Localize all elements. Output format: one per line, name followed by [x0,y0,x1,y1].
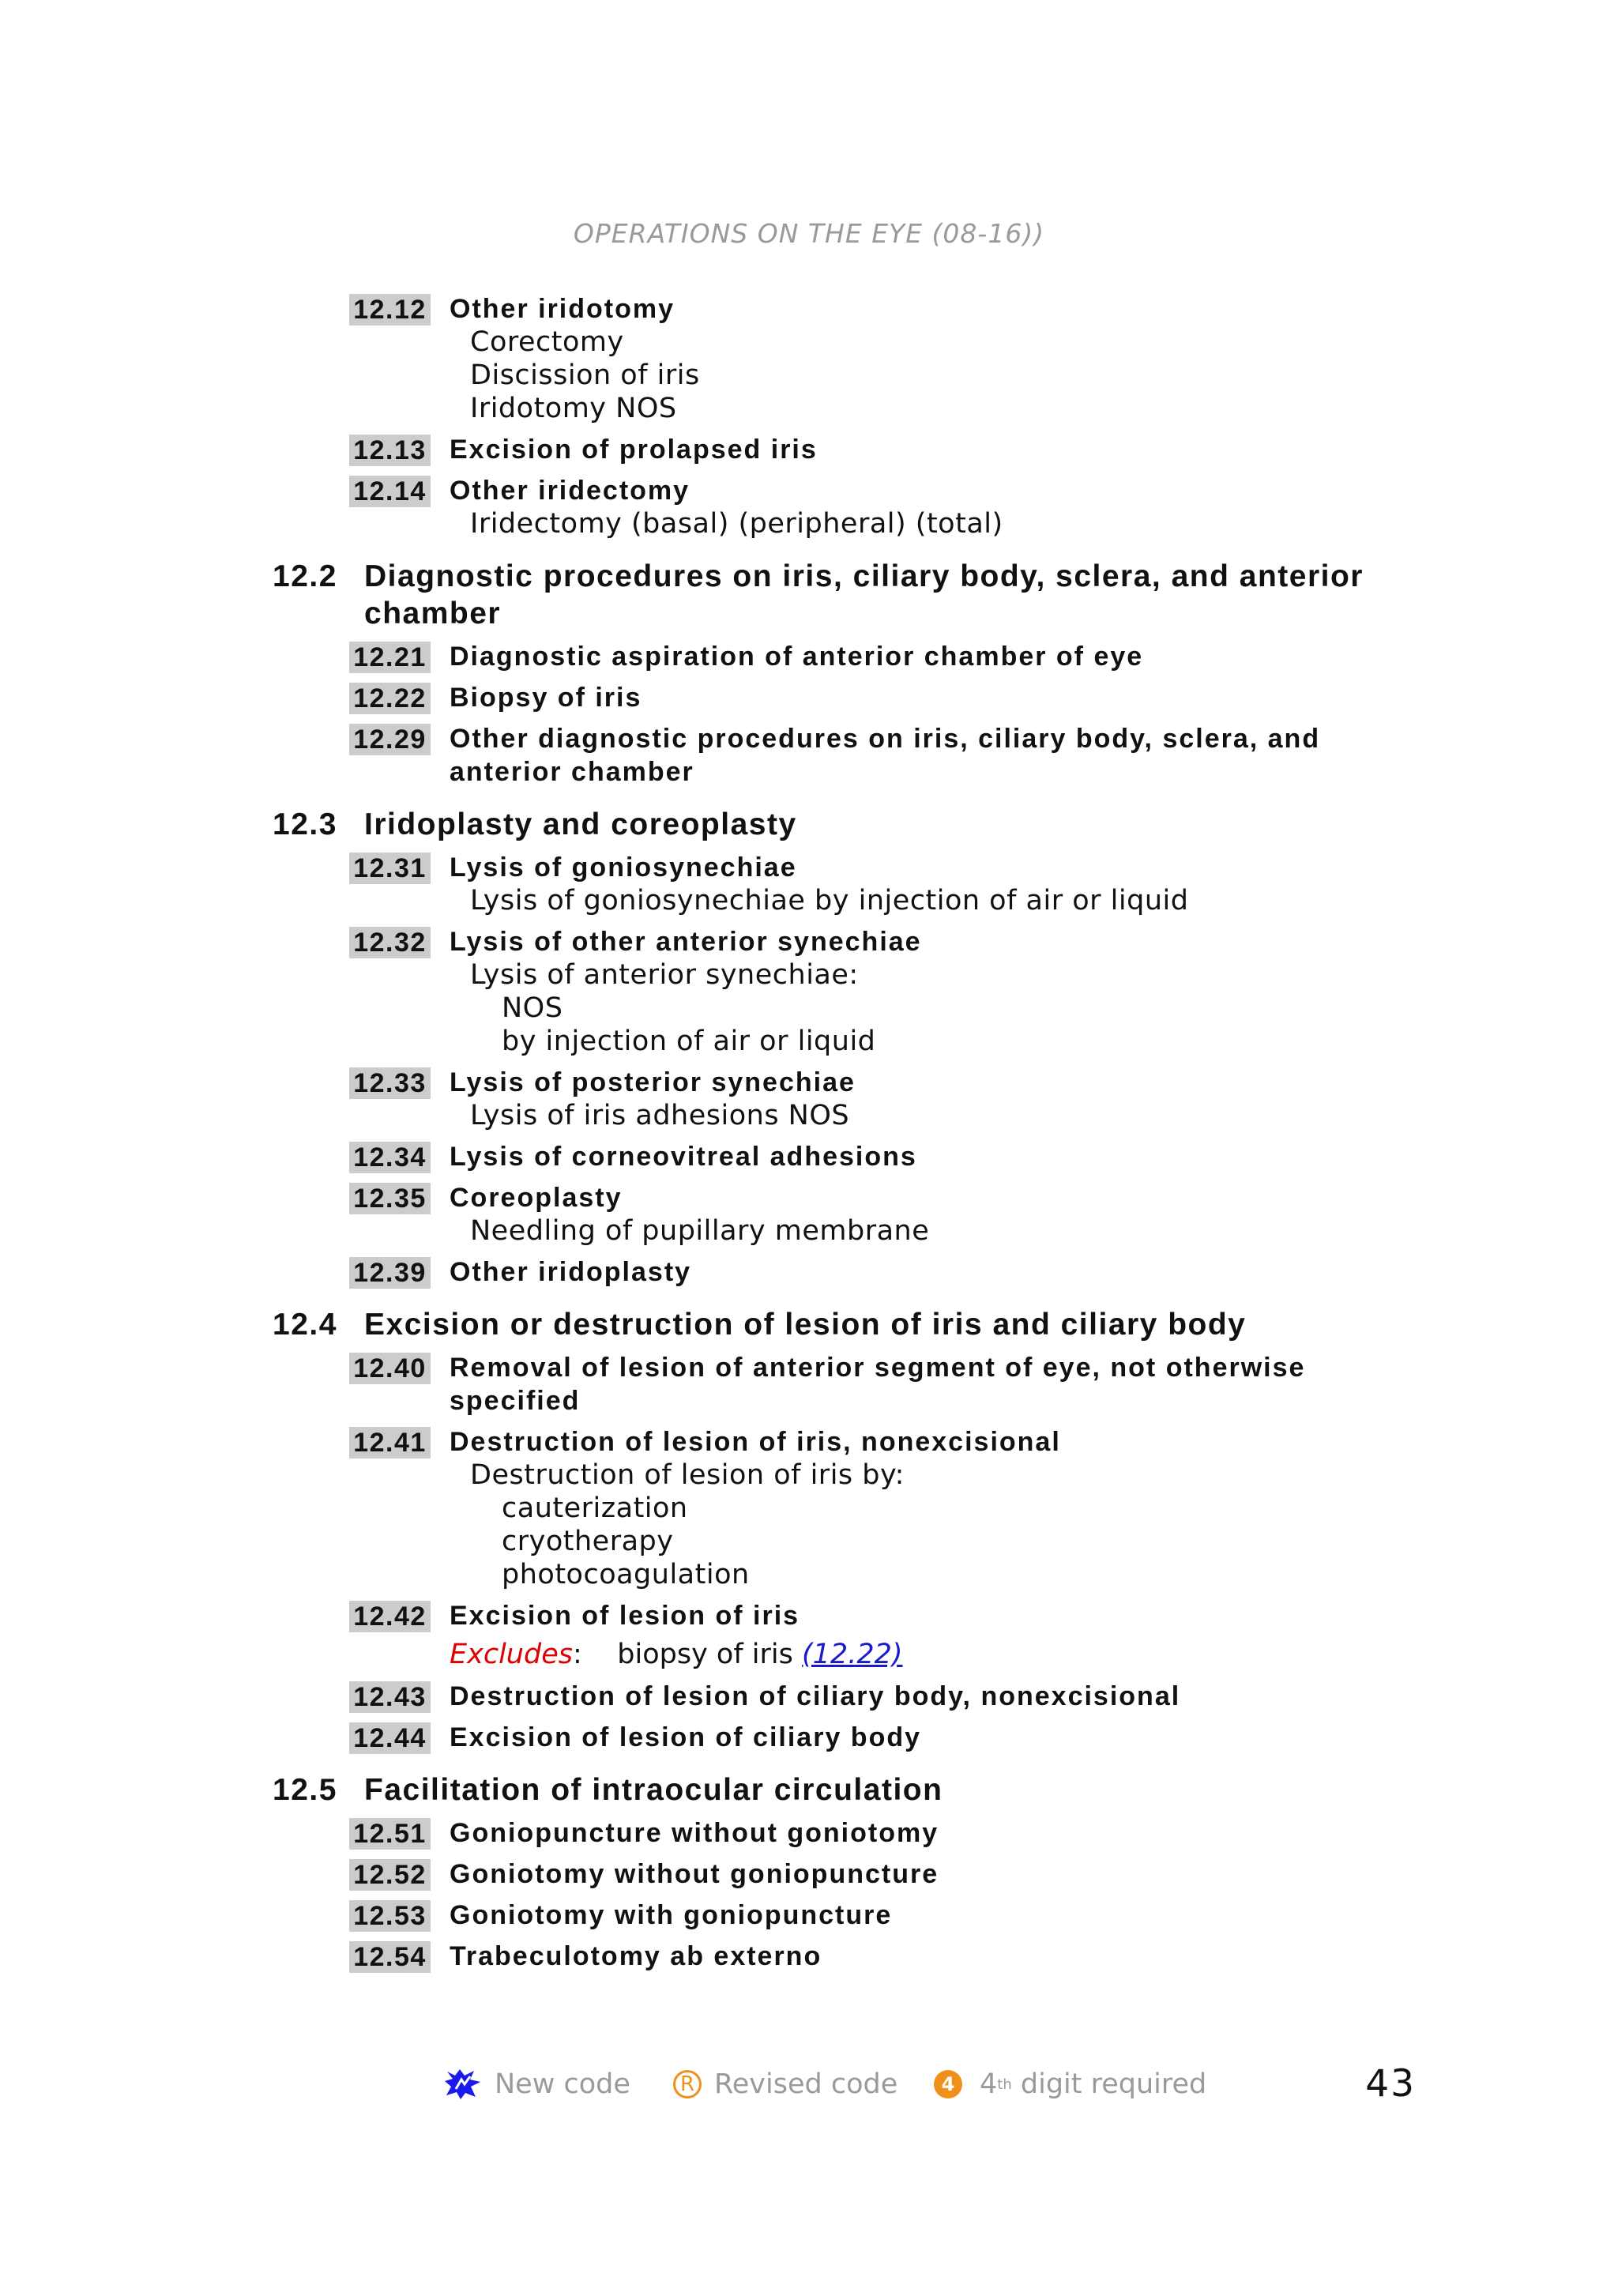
new-code-star-icon [444,2068,482,2100]
excludes-reference-link[interactable]: (12.22) [802,1639,903,1670]
code-title: Destruction of lesion of ciliary body, nonexcisional [450,1681,1181,1711]
code-number: 12.39 [349,1257,431,1289]
code-number: 12.34 [349,1142,431,1173]
revised-code-r-icon: R [673,2070,702,2098]
code-title: Goniopuncture without goniotomy [450,1818,939,1848]
code-entry-12-54 [349,1940,1410,1973]
legend-label: Revised code [714,2068,898,2100]
code-number: 12.32 [349,927,431,958]
code-entry-12-22 [349,681,1410,714]
code-number: 12.14 [349,476,431,507]
code-number: 12.41 [349,1427,431,1459]
running-header: OPERATIONS ON THE EYE (08-16)) [573,218,1045,249]
code-entry-12-13 [349,433,1410,466]
code-number: 12.53 [349,1900,431,1932]
inclusion-line: Discission of iris [470,359,700,391]
code-entry-12-41 [349,1425,1410,1591]
section-code: 12.3 [273,807,337,841]
inclusion-line: Iridectomy (basal) (peripheral) (total) [470,508,1003,540]
code-listing [273,283,1410,1973]
inclusion-subline: NOS [502,992,563,1024]
section-code: 12.2 [273,559,337,593]
code-title: Lysis of other anterior synechiae [450,927,922,957]
code-entry-12-21 [349,640,1410,673]
code-title: Goniotomy with goniopuncture [450,1900,893,1930]
inclusion-line: Needling of pupillary membrane [470,1215,930,1247]
code-title: Destruction of lesion of iris, nonexcisional [450,1427,1061,1457]
legend-revised-code [673,2068,897,2100]
legend-fourth-digit [934,2068,1206,2100]
legend-label: digit required [1020,2068,1207,2100]
legend-label: New code [495,2068,630,2100]
code-entry-12-32 [349,925,1410,1058]
code-number: 12.54 [349,1941,431,1973]
section-12-2 [273,558,1410,789]
code-number: 12.35 [349,1183,431,1214]
code-title: Goniotomy without goniopuncture [450,1859,939,1889]
code-number: 12.40 [349,1353,431,1384]
code-title: Lysis of corneovitreal adhesions [450,1142,917,1172]
section-title: Diagnostic procedures on iris, ciliary body, sclera, and anterior chamber [364,559,1364,630]
code-number: 12.44 [349,1722,431,1754]
code-entry-12-43 [349,1680,1410,1713]
code-title: Lysis of posterior synechiae [450,1067,856,1097]
inclusion-line: Iridotomy NOS [470,393,677,424]
code-title: Other iridotomy [450,294,675,324]
section-title: Excision or destruction of lesion of iris and ciliary body [364,1308,1247,1342]
code-title: Removal of lesion of anterior segment of eye, not otherwise specified [450,1353,1306,1416]
code-entry-12-31 [349,851,1410,917]
excludes-text: biopsy of iris [617,1639,793,1670]
code-number: 12.21 [349,642,431,673]
code-number: 12.33 [349,1067,431,1099]
code-number: 12.52 [349,1859,431,1891]
code-title: Trabeculotomy ab externo [450,1941,822,1971]
code-entry-12-42 [349,1599,1410,1672]
code-entry-12-12 [349,292,1410,425]
code-entry-12-51 [349,1816,1410,1850]
code-title: Diagnostic aspiration of anterior chamber of eye [450,642,1144,672]
excludes-label: Excludes [450,1639,573,1670]
code-title: Excision of prolapsed iris [450,435,818,465]
code-entry-12-14 [349,474,1410,540]
legend-new-code [444,2068,630,2100]
section-code: 12.5 [273,1773,337,1807]
code-entry-12-53 [349,1899,1410,1932]
code-number: 12.13 [349,435,431,466]
code-entry-12-39 [349,1255,1410,1289]
code-title: Coreoplasty [450,1183,623,1213]
code-title: Other diagnostic procedures on iris, ciliary body, sclera, and anterior chamber [450,724,1321,787]
code-entry-12-40 [349,1351,1410,1417]
inclusion-subline: by injection of air or liquid [502,1026,876,1057]
code-title: Biopsy of iris [450,683,642,713]
inclusion-line: Destruction of lesion of iris by: [470,1459,905,1491]
inclusion-subline: cauterization [502,1492,688,1524]
fourth-digit-numeral: 4 [980,2068,998,2100]
code-entry-12-33 [349,1066,1410,1132]
code-number: 12.29 [349,724,431,755]
code-number: 12.43 [349,1681,431,1713]
inclusion-subline: cryotherapy [502,1526,674,1557]
section-title: Iridoplasty and coreoplasty [364,807,797,841]
section-12-3 [273,806,1410,1289]
code-title: Excision of lesion of iris [450,1601,800,1631]
excludes-colon: : [572,1639,582,1670]
code-title: Excision of lesion of ciliary body [450,1722,922,1752]
code-number: 12.31 [349,853,431,884]
code-number: 12.12 [349,294,431,326]
ordinal-suffix: th [997,2076,1012,2093]
page-number: 43 [1365,2062,1416,2106]
code-number: 12.42 [349,1601,431,1632]
inclusion-line: Lysis of goniosynechiae by injection of air or liquid [470,885,1189,917]
section-12-5 [273,1771,1410,1973]
excludes-note [450,1637,1410,1672]
section-title: Facilitation of intraocular circulation [364,1773,943,1807]
inclusion-line: Lysis of iris adhesions NOS [470,1100,850,1131]
legend-footer [444,2062,1416,2110]
inclusion-line: Lysis of anterior synechiae: [470,959,859,991]
inclusion-line: Corectomy [470,326,624,358]
fourth-digit-icon: 4 [934,2070,962,2098]
inclusion-subline: photocoagulation [502,1559,750,1590]
code-entry-12-44 [349,1721,1410,1754]
code-title: Other iridoplasty [450,1257,692,1287]
section-code: 12.4 [273,1308,337,1342]
code-entry-12-34 [349,1140,1410,1173]
code-number: 12.22 [349,683,431,714]
code-title: Other iridectomy [450,476,690,506]
section-12-4 [273,1306,1410,1754]
code-number: 12.51 [349,1818,431,1850]
code-entry-12-35 [349,1181,1410,1248]
code-entry-12-29 [349,722,1410,789]
code-entry-12-52 [349,1858,1410,1891]
code-title: Lysis of goniosynechiae [450,853,797,883]
